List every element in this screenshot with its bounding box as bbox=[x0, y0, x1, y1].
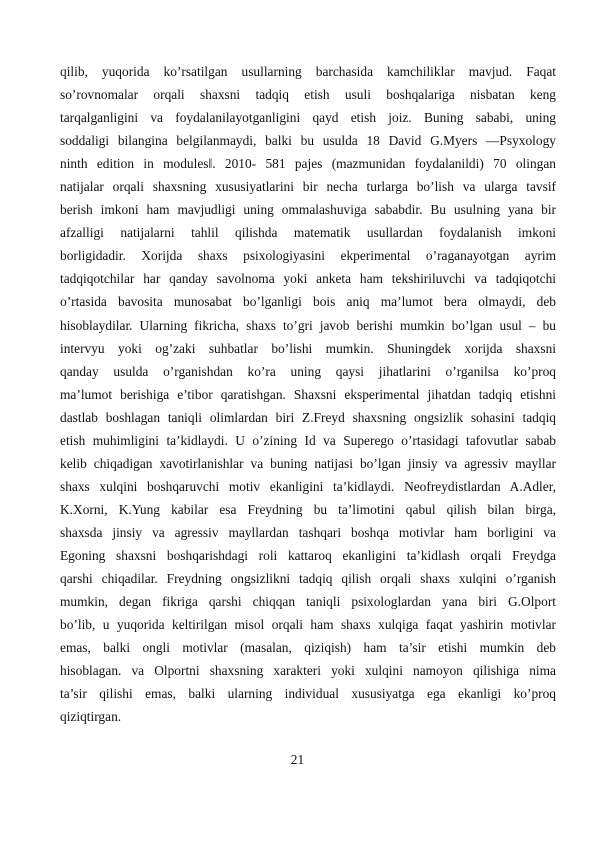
text-line: qiziqtirgan. bbox=[60, 709, 122, 725]
text-line: o’rtasida bavosita munosabat bo’lganligi bois aniq ma’lumot bera olmaydi, deb bbox=[60, 294, 556, 310]
text-line: dastlab boshlagan taniqli olimlardan biri Z.Freyd shaxsning ongsizlik sohasini tadqiq bbox=[60, 409, 556, 425]
text-line: Egoning shaxsni boshqarishdagi roli kattaroq ekanligini ta’kidlash orqali Freydga bbox=[60, 547, 556, 563]
text-line: shaxsda jinsiy va agressiv mayllardan tashqari boshqa motivlar ham borligini va bbox=[60, 524, 556, 540]
body-paragraph bbox=[60, 60, 556, 728]
text-line: natijalar orqali shaxsning xususiyatlarini bir necha turlarga bo’lish va ularga tavsif bbox=[60, 179, 556, 195]
text-line: borligidadir. Xorijda shaxs psixologiyasini ekperimental o’raganayotgan ayrim bbox=[60, 248, 556, 264]
document-page bbox=[60, 60, 556, 728]
text-line: K.Xorni, K.Yung kabilar esa Freydning bu ta’limotini qabul qilish bilan birga, bbox=[60, 501, 556, 517]
text-line: bo’lib, u yuqorida keltirilgan misol orqali ham shaxs xulqiga faqat yashirin motivlar bbox=[60, 617, 556, 633]
text-line: ta’sir qilishi emas, balki ularning individual xususiyatga ega ekanligi ko’proq bbox=[60, 686, 556, 702]
text-line: qilib, yuqorida ko’rsatilgan usullarning barchasida kamchiliklar mavjud. Faqat bbox=[60, 64, 556, 79]
text-line: intervyu yoki og’zaki suhbatlar bo’lishi mumkin. Shuningdek xorijda shaxsni bbox=[60, 340, 556, 356]
text-line: etish muhimligini ta’kidlaydi. U o’zining Id va Superego o’rtasidagi tafovutlar sabab bbox=[60, 432, 556, 448]
text-line: soddaligi bilangina belgilanmaydi, balki bu usulda 18 David G.Myers ―Psyxology bbox=[60, 133, 556, 149]
text-line: so’rovnomalar orqali shaxsni tadqiq etish usuli boshqalariga nisbatan keng bbox=[60, 87, 556, 103]
page-number: 21 bbox=[290, 752, 305, 767]
text-line: tarqalganligini va foydalanilayotganligini qayd etish joiz. Buning sababi, uning bbox=[60, 110, 556, 126]
text-line: mumkin, degan fikriga qarshi chiqqan taniqli psixologlardan yana biri G.Olport bbox=[60, 594, 556, 610]
text-line: berish imkoni ham mavjudligi uning ommalashuviga sababdir. Bu usulning yana bir bbox=[60, 202, 556, 218]
text-line: qanday usulda o’rganishdan ko’ra uning qaysi jihatlarini o’rganilsa ko’proq bbox=[60, 363, 556, 379]
text-line: ninth edition in modules‖. 2010- 581 pajes (mazmunidan foydalanildi) 70 olingan bbox=[60, 156, 556, 172]
text-line: qarshi chiqadilar. Freydning ongsizlikni tadqiq qilish orqali shaxs xulqini o’rganish bbox=[60, 571, 556, 587]
text-line: hisoblagan. va Olportni shaxsning xarakteri yoki xulqini namoyon qilishiga nima bbox=[60, 663, 556, 679]
text-line: afzalligi natijalarni tahlil qilishda matematik usullardan foydalanish imkoni bbox=[60, 225, 556, 241]
text-line: kelib chiqadigan xavotirlanishlar va buning natijasi bo’lgan jinsiy va agressiv mayllar bbox=[60, 455, 556, 471]
text-line: hisoblaydilar. Ularning fikricha, shaxs to’gri javob berishi mumkin bo’lgan usul – bu bbox=[60, 317, 556, 333]
text-line: ma’lumot berishiga e’tibor qaratishgan. Shaxsni eksperimental jihatdan tadqiq etishni bbox=[60, 386, 556, 402]
text-line: emas, balki ongli motivlar (masalan, qiziqish) ham ta’sir etishi mumkin deb bbox=[60, 640, 556, 656]
text-line: tadqiqotchilar har qanday savolnoma yoki anketa ham tekshiriluvchi va tadqiqotchi bbox=[60, 271, 556, 287]
text-line: shaxs xulqini boshqaruvchi motiv ekanligini ta’kidlaydi. Neofreydistlardan A.Adler, bbox=[60, 478, 556, 494]
